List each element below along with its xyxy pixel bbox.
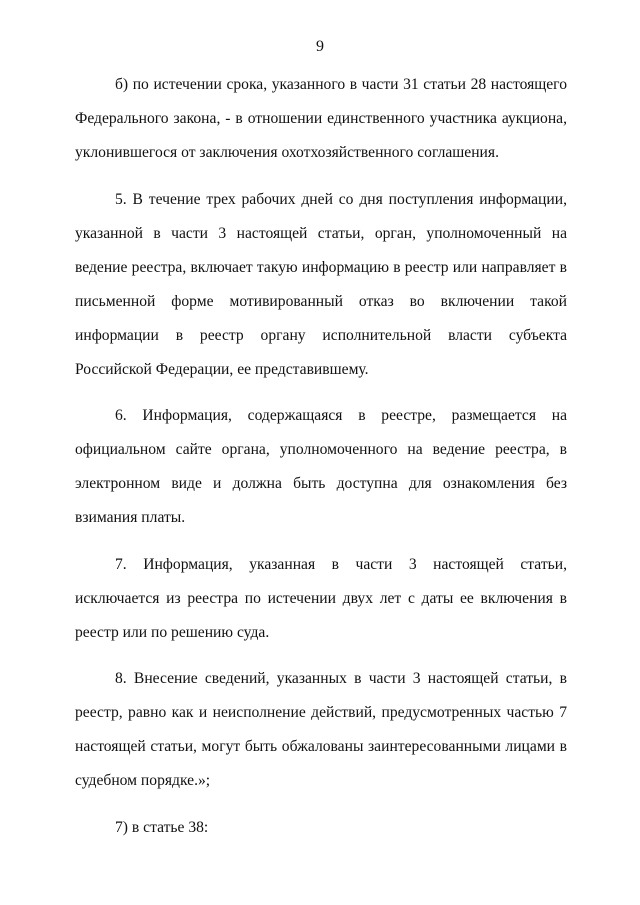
- document-body: [75, 68, 567, 857]
- paragraph-item-7-article-38: 7) в статье 38:: [115, 818, 209, 836]
- paragraph-5-registry-inclusion: 5. В течение трех рабочих дней со дня поступления информации, указанной в части 3 настоящей статьи, орган, уполномоченный на ведение реестра, включает такую информацию в реестр или направляет в письменной форме мотивированный отказ во включении такой информации в реестр органу исполнительной власти субъекта Российской Федерации, ее представившему.: [75, 190, 567, 378]
- paragraph-8-appeal: 8. Внесение сведений, указанных в части 3 настоящей статьи, в реестр, равно как и неисполнение действий, предусмотренных частью 7 настоящей статьи, могут быть обжалованы заинтересованными лицами в судебном порядке.»;: [75, 670, 567, 789]
- paragraph-b-expiry: б) по истечении срока, указанного в части 31 статьи 28 настоящего Федерального закона, - в отношении единственного участника аукциона, уклонившегося от заключения охотхозяйственного соглашения.: [75, 76, 567, 161]
- paragraph-7-exclusion: 7. Информация, указанная в части 3 настоящей статьи, исключается из реестра по истечении двух лет с даты ее включения в реестр или по решению суда.: [75, 555, 567, 641]
- page-number: 9: [316, 38, 324, 55]
- paragraph-6-publication: 6. Информация, содержащаяся в реестре, размещается на официальном сайте органа, уполномоченного на ведение реестра, в электронном виде и должна быть доступна для ознакомления без взимания платы.: [75, 407, 567, 526]
